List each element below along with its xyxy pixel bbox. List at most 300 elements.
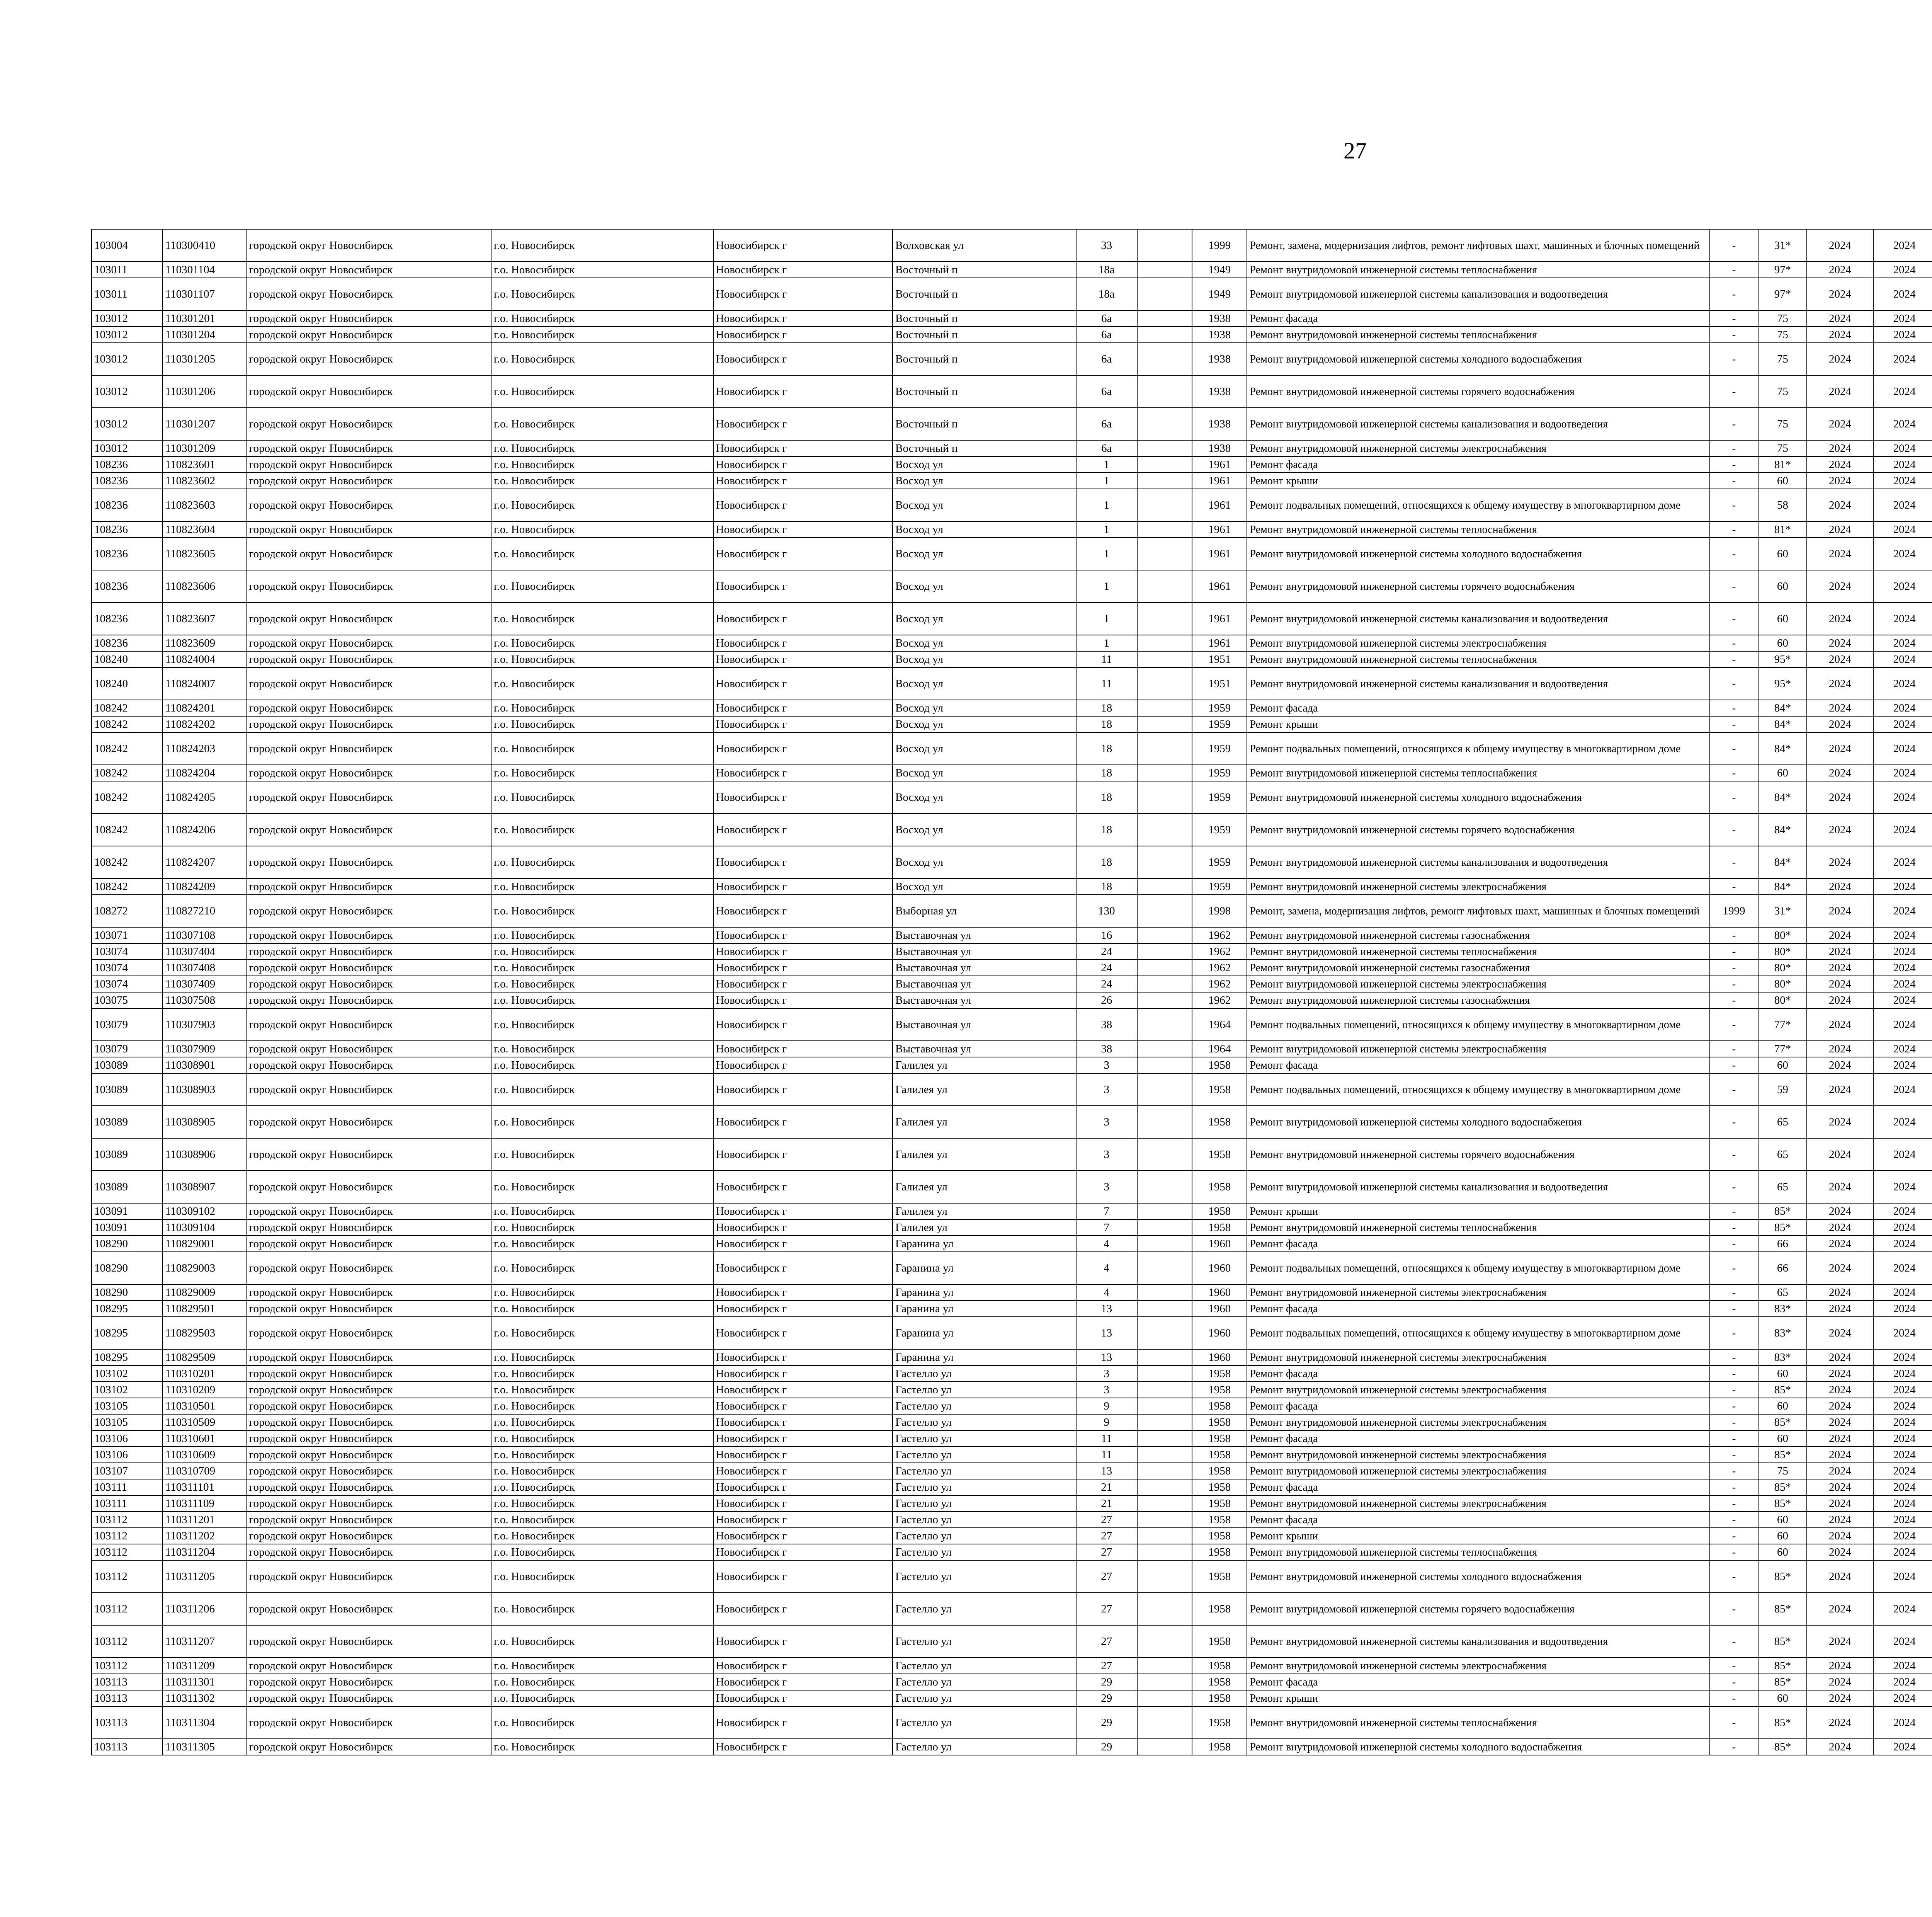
- cell-y2: 2024: [1873, 1317, 1932, 1349]
- cell-floors: 84*: [1758, 814, 1807, 846]
- cell-a: -: [1710, 262, 1759, 278]
- cell-settlement: г.о. Новосибирск: [491, 489, 713, 521]
- cell-settlement: г.о. Новосибирск: [491, 1430, 713, 1447]
- cell-house: 13: [1076, 1463, 1137, 1479]
- cell-work-id: 110307409: [163, 976, 247, 992]
- cell-street: Гастелло ул: [893, 1625, 1076, 1658]
- cell-built: 1958: [1192, 1430, 1247, 1447]
- cell-locality: Новосибирск г: [713, 440, 893, 456]
- cell-corpus: [1137, 1236, 1192, 1252]
- cell-y2: 2024: [1873, 343, 1932, 375]
- cell-street: Галилея ул: [893, 1106, 1076, 1138]
- cell-settlement: г.о. Новосибирск: [491, 440, 713, 456]
- cell-y2: 2024: [1873, 943, 1932, 960]
- cell-work: Ремонт внутридомовой инженерной системы электроснабжения: [1247, 635, 1709, 651]
- cell-settlement: г.о. Новосибирск: [491, 1658, 713, 1674]
- cell-street: Гастелло ул: [893, 1674, 1076, 1690]
- cell-okrug: городской округ Новосибирск: [246, 408, 491, 440]
- cell-locality: Новосибирск г: [713, 456, 893, 473]
- cell-house: 9: [1076, 1398, 1137, 1414]
- cell-y1: 2024: [1807, 732, 1873, 765]
- cell-street: Гастелло ул: [893, 1512, 1076, 1528]
- cell-settlement: г.о. Новосибирск: [491, 1349, 713, 1365]
- table-row: [92, 1203, 1932, 1219]
- cell-okrug: городской округ Новосибирск: [246, 1349, 491, 1365]
- cell-house-id: 103074: [92, 960, 163, 976]
- cell-a: -: [1710, 846, 1759, 878]
- table-row: [92, 1674, 1932, 1690]
- cell-street: Выставочная ул: [893, 943, 1076, 960]
- cell-street: Восточный п: [893, 440, 1076, 456]
- cell-street: Гаранина ул: [893, 1301, 1076, 1317]
- cell-work-id: 110824203: [163, 732, 247, 765]
- cell-house-id: 103112: [92, 1658, 163, 1674]
- cell-corpus: [1137, 651, 1192, 667]
- cell-work: Ремонт внутридомовой инженерной системы горячего водоснабжения: [1247, 1138, 1709, 1171]
- cell-work: Ремонт внутридомовой инженерной системы электроснабжения: [1247, 1349, 1709, 1365]
- cell-y1: 2024: [1807, 651, 1873, 667]
- cell-y2: 2024: [1873, 473, 1932, 489]
- cell-y1: 2024: [1807, 992, 1873, 1008]
- cell-y2: 2024: [1873, 229, 1932, 262]
- cell-okrug: городской округ Новосибирск: [246, 1041, 491, 1057]
- cell-corpus: [1137, 1219, 1192, 1236]
- cell-y2: 2024: [1873, 1658, 1932, 1674]
- cell-floors: 60: [1758, 765, 1807, 781]
- cell-y1: 2024: [1807, 1236, 1873, 1252]
- cell-floors: 84*: [1758, 781, 1807, 814]
- cell-street: Восточный п: [893, 310, 1076, 327]
- cell-a: -: [1710, 408, 1759, 440]
- cell-okrug: городской округ Новосибирск: [246, 1463, 491, 1479]
- cell-locality: Новосибирск г: [713, 667, 893, 700]
- cell-floors: 81*: [1758, 521, 1807, 538]
- cell-built: 1958: [1192, 1365, 1247, 1382]
- table-row: [92, 846, 1932, 878]
- cell-street: Гастелло ул: [893, 1463, 1076, 1479]
- cell-y2: 2024: [1873, 1171, 1932, 1203]
- cell-house-id: 108236: [92, 521, 163, 538]
- cell-okrug: городской округ Новосибирск: [246, 440, 491, 456]
- cell-a: -: [1710, 521, 1759, 538]
- cell-y2: 2024: [1873, 1236, 1932, 1252]
- cell-street: Гастелло ул: [893, 1593, 1076, 1625]
- cell-work: Ремонт внутридомовой инженерной системы газоснабжения: [1247, 992, 1709, 1008]
- cell-work: Ремонт подвальных помещений, относящихся к общему имуществу в многоквартирном доме: [1247, 732, 1709, 765]
- cell-work-id: 110307903: [163, 1008, 247, 1041]
- cell-built: 1958: [1192, 1739, 1247, 1755]
- cell-okrug: городской округ Новосибирск: [246, 700, 491, 716]
- cell-house: 26: [1076, 992, 1137, 1008]
- cell-floors: 75: [1758, 1463, 1807, 1479]
- cell-built: 1938: [1192, 310, 1247, 327]
- cell-street: Гастелло ул: [893, 1414, 1076, 1430]
- cell-locality: Новосибирск г: [713, 375, 893, 408]
- cell-house-id: 103011: [92, 262, 163, 278]
- cell-built: 1962: [1192, 992, 1247, 1008]
- cell-floors: 59: [1758, 1073, 1807, 1106]
- cell-corpus: [1137, 1008, 1192, 1041]
- cell-house-id: 103089: [92, 1057, 163, 1073]
- cell-street: Восход ул: [893, 667, 1076, 700]
- cell-y1: 2024: [1807, 521, 1873, 538]
- cell-work-id: 110310709: [163, 1463, 247, 1479]
- cell-built: 1958: [1192, 1528, 1247, 1544]
- cell-locality: Новосибирск г: [713, 1349, 893, 1365]
- cell-house: 18: [1076, 765, 1137, 781]
- cell-work: Ремонт фасада: [1247, 456, 1709, 473]
- cell-corpus: [1137, 1414, 1192, 1430]
- cell-built: 1958: [1192, 1479, 1247, 1495]
- cell-work: Ремонт внутридомовой инженерной системы теплоснабжения: [1247, 1706, 1709, 1739]
- cell-work: Ремонт крыши: [1247, 1203, 1709, 1219]
- cell-house: 1: [1076, 473, 1137, 489]
- cell-work: Ремонт внутридомовой инженерной системы газоснабжения: [1247, 927, 1709, 943]
- cell-y2: 2024: [1873, 1447, 1932, 1463]
- cell-y1: 2024: [1807, 1284, 1873, 1301]
- cell-corpus: [1137, 700, 1192, 716]
- cell-y2: 2024: [1873, 278, 1932, 310]
- cell-corpus: [1137, 1041, 1192, 1057]
- cell-y1: 2024: [1807, 1658, 1873, 1674]
- cell-built: 1960: [1192, 1252, 1247, 1284]
- cell-settlement: г.о. Новосибирск: [491, 1447, 713, 1463]
- cell-floors: 60: [1758, 473, 1807, 489]
- table-row: [92, 1284, 1932, 1301]
- cell-okrug: городской округ Новосибирск: [246, 1317, 491, 1349]
- cell-work-id: 110829501: [163, 1301, 247, 1317]
- cell-floors: 80*: [1758, 960, 1807, 976]
- cell-a: -: [1710, 310, 1759, 327]
- table-row: [92, 1382, 1932, 1398]
- cell-locality: Новосибирск г: [713, 895, 893, 927]
- cell-street: Галилея ул: [893, 1171, 1076, 1203]
- cell-floors: 97*: [1758, 262, 1807, 278]
- cell-y1: 2024: [1807, 1447, 1873, 1463]
- cell-y1: 2024: [1807, 343, 1873, 375]
- cell-settlement: г.о. Новосибирск: [491, 229, 713, 262]
- cell-work-id: 110311302: [163, 1690, 247, 1706]
- cell-house: 13: [1076, 1317, 1137, 1349]
- cell-house: 11: [1076, 651, 1137, 667]
- table-row: [92, 732, 1932, 765]
- cell-house-id: 108236: [92, 473, 163, 489]
- cell-locality: Новосибирск г: [713, 1430, 893, 1447]
- cell-house: 1: [1076, 603, 1137, 635]
- cell-a: -: [1710, 1706, 1759, 1739]
- cell-built: 1958: [1192, 1398, 1247, 1414]
- cell-house: 6а: [1076, 310, 1137, 327]
- cell-built: 1949: [1192, 278, 1247, 310]
- cell-settlement: г.о. Новосибирск: [491, 1512, 713, 1528]
- cell-corpus: [1137, 310, 1192, 327]
- cell-street: Галилея ул: [893, 1057, 1076, 1073]
- table-row: [92, 278, 1932, 310]
- cell-corpus: [1137, 521, 1192, 538]
- cell-corpus: [1137, 1430, 1192, 1447]
- cell-a: -: [1710, 1073, 1759, 1106]
- table-row: [92, 1171, 1932, 1203]
- cell-y1: 2024: [1807, 700, 1873, 716]
- cell-a: -: [1710, 976, 1759, 992]
- cell-settlement: г.о. Новосибирск: [491, 716, 713, 732]
- cell-floors: 80*: [1758, 927, 1807, 943]
- table-row: [92, 473, 1932, 489]
- cell-a: -: [1710, 1252, 1759, 1284]
- cell-locality: Новосибирск г: [713, 814, 893, 846]
- cell-corpus: [1137, 1057, 1192, 1073]
- cell-work: Ремонт внутридомовой инженерной системы горячего водоснабжения: [1247, 814, 1709, 846]
- cell-house-id: 103102: [92, 1365, 163, 1382]
- cell-corpus: [1137, 1138, 1192, 1171]
- cell-work: Ремонт внутридомовой инженерной системы горячего водоснабжения: [1247, 375, 1709, 408]
- cell-locality: Новосибирск г: [713, 700, 893, 716]
- cell-work: Ремонт внутридомовой инженерной системы теплоснабжения: [1247, 943, 1709, 960]
- cell-okrug: городской округ Новосибирск: [246, 375, 491, 408]
- cell-street: Восход ул: [893, 814, 1076, 846]
- cell-built: 1961: [1192, 570, 1247, 603]
- cell-okrug: городской округ Новосибирск: [246, 960, 491, 976]
- cell-street: Выставочная ул: [893, 992, 1076, 1008]
- cell-corpus: [1137, 375, 1192, 408]
- cell-work: Ремонт внутридомовой инженерной системы горячего водоснабжения: [1247, 570, 1709, 603]
- cell-street: Выставочная ул: [893, 960, 1076, 976]
- cell-y1: 2024: [1807, 375, 1873, 408]
- cell-corpus: [1137, 1560, 1192, 1593]
- cell-okrug: городской округ Новосибирск: [246, 1430, 491, 1447]
- cell-a: -: [1710, 1203, 1759, 1219]
- cell-corpus: [1137, 667, 1192, 700]
- cell-built: 1960: [1192, 1349, 1247, 1365]
- cell-y1: 2024: [1807, 538, 1873, 570]
- cell-settlement: г.о. Новосибирск: [491, 1495, 713, 1512]
- cell-locality: Новосибирск г: [713, 781, 893, 814]
- cell-corpus: [1137, 1106, 1192, 1138]
- cell-house-id: 108242: [92, 716, 163, 732]
- cell-corpus: [1137, 1544, 1192, 1560]
- cell-y2: 2024: [1873, 635, 1932, 651]
- cell-locality: Новосибирск г: [713, 1690, 893, 1706]
- cell-settlement: г.о. Новосибирск: [491, 992, 713, 1008]
- cell-house-id: 103012: [92, 375, 163, 408]
- table-row: [92, 1041, 1932, 1057]
- cell-work-id: 110311206: [163, 1593, 247, 1625]
- cell-work: Ремонт крыши: [1247, 473, 1709, 489]
- cell-built: 1959: [1192, 716, 1247, 732]
- cell-house-id: 103089: [92, 1073, 163, 1106]
- cell-okrug: городской округ Новосибирск: [246, 1739, 491, 1755]
- cell-settlement: г.о. Новосибирск: [491, 310, 713, 327]
- cell-locality: Новосибирск г: [713, 1706, 893, 1739]
- cell-work: Ремонт внутридомовой инженерной системы электроснабжения: [1247, 1284, 1709, 1301]
- table-row: [92, 1625, 1932, 1658]
- cell-y2: 2024: [1873, 1106, 1932, 1138]
- cell-work-id: 110308905: [163, 1106, 247, 1138]
- cell-house-id: 103079: [92, 1041, 163, 1057]
- cell-corpus: [1137, 570, 1192, 603]
- cell-y1: 2024: [1807, 1625, 1873, 1658]
- cell-settlement: г.о. Новосибирск: [491, 1479, 713, 1495]
- cell-house: 16: [1076, 927, 1137, 943]
- cell-house-id: 108290: [92, 1284, 163, 1301]
- cell-work-id: 110308901: [163, 1057, 247, 1073]
- cell-y2: 2024: [1873, 716, 1932, 732]
- cell-locality: Новосибирск г: [713, 846, 893, 878]
- cell-floors: 60: [1758, 1430, 1807, 1447]
- cell-street: Восточный п: [893, 327, 1076, 343]
- cell-house: 6а: [1076, 343, 1137, 375]
- cell-a: -: [1710, 1512, 1759, 1528]
- cell-house: 27: [1076, 1512, 1137, 1528]
- table-row: [92, 667, 1932, 700]
- cell-locality: Новосибирск г: [713, 992, 893, 1008]
- cell-locality: Новосибирск г: [713, 1382, 893, 1398]
- cell-street: Гастелло ул: [893, 1495, 1076, 1512]
- table-row: [92, 992, 1932, 1008]
- cell-corpus: [1137, 1284, 1192, 1301]
- cell-a: -: [1710, 781, 1759, 814]
- cell-a: -: [1710, 635, 1759, 651]
- cell-y2: 2024: [1873, 1690, 1932, 1706]
- cell-a: -: [1710, 327, 1759, 343]
- cell-a: -: [1710, 1495, 1759, 1512]
- cell-settlement: г.о. Новосибирск: [491, 635, 713, 651]
- cell-a: -: [1710, 1398, 1759, 1414]
- cell-built: 1962: [1192, 960, 1247, 976]
- cell-work-id: 110307404: [163, 943, 247, 960]
- cell-street: Восточный п: [893, 375, 1076, 408]
- cell-work-id: 110301206: [163, 375, 247, 408]
- cell-locality: Новосибирск г: [713, 1041, 893, 1057]
- cell-work: Ремонт внутридомовой инженерной системы электроснабжения: [1247, 440, 1709, 456]
- cell-house: 130: [1076, 895, 1137, 927]
- cell-y1: 2024: [1807, 765, 1873, 781]
- cell-floors: 85*: [1758, 1560, 1807, 1593]
- cell-street: Восточный п: [893, 408, 1076, 440]
- cell-built: 1960: [1192, 1236, 1247, 1252]
- table-row: [92, 570, 1932, 603]
- cell-y2: 2024: [1873, 1382, 1932, 1398]
- cell-settlement: г.о. Новосибирск: [491, 667, 713, 700]
- cell-a: -: [1710, 229, 1759, 262]
- cell-y2: 2024: [1873, 408, 1932, 440]
- cell-locality: Новосибирск г: [713, 1057, 893, 1073]
- cell-work-id: 110307108: [163, 927, 247, 943]
- cell-house-id: 103012: [92, 327, 163, 343]
- cell-settlement: г.о. Новосибирск: [491, 1236, 713, 1252]
- cell-settlement: г.о. Новосибирск: [491, 262, 713, 278]
- cell-work-id: 110311209: [163, 1658, 247, 1674]
- cell-built: 1938: [1192, 440, 1247, 456]
- cell-a: -: [1710, 1658, 1759, 1674]
- cell-settlement: г.о. Новосибирск: [491, 732, 713, 765]
- cell-settlement: г.о. Новосибирск: [491, 1171, 713, 1203]
- cell-work-id: 110301107: [163, 278, 247, 310]
- cell-house: 3: [1076, 1382, 1137, 1398]
- cell-built: 1964: [1192, 1008, 1247, 1041]
- cell-floors: 85*: [1758, 1203, 1807, 1219]
- cell-okrug: городской округ Новосибирск: [246, 343, 491, 375]
- cell-floors: 84*: [1758, 700, 1807, 716]
- cell-street: Выборная ул: [893, 895, 1076, 927]
- cell-house-id: 103106: [92, 1447, 163, 1463]
- cell-work-id: 110823606: [163, 570, 247, 603]
- cell-y1: 2024: [1807, 440, 1873, 456]
- cell-house-id: 103112: [92, 1560, 163, 1593]
- cell-floors: 85*: [1758, 1495, 1807, 1512]
- cell-work: Ремонт, замена, модернизация лифтов, ремонт лифтовых шахт, машинных и блочных помещений: [1247, 229, 1709, 262]
- cell-a: -: [1710, 700, 1759, 716]
- cell-house-id: 103091: [92, 1203, 163, 1219]
- table-row: [92, 1073, 1932, 1106]
- cell-okrug: городской округ Новосибирск: [246, 1414, 491, 1430]
- cell-house: 6а: [1076, 408, 1137, 440]
- cell-house-id: 108236: [92, 489, 163, 521]
- cell-house-id: 108242: [92, 781, 163, 814]
- cell-okrug: городской округ Новосибирск: [246, 814, 491, 846]
- cell-corpus: [1137, 781, 1192, 814]
- cell-y2: 2024: [1873, 976, 1932, 992]
- cell-built: 1958: [1192, 1219, 1247, 1236]
- cell-y2: 2024: [1873, 521, 1932, 538]
- cell-locality: Новосибирск г: [713, 1398, 893, 1414]
- cell-y2: 2024: [1873, 375, 1932, 408]
- cell-corpus: [1137, 814, 1192, 846]
- cell-corpus: [1137, 1479, 1192, 1495]
- cell-work: Ремонт фасада: [1247, 1398, 1709, 1414]
- cell-work: Ремонт фасада: [1247, 1365, 1709, 1382]
- table-row: [92, 1138, 1932, 1171]
- cell-corpus: [1137, 1625, 1192, 1658]
- cell-house: 29: [1076, 1690, 1137, 1706]
- cell-street: Гаранина ул: [893, 1252, 1076, 1284]
- cell-okrug: городской округ Новосибирск: [246, 1560, 491, 1593]
- cell-work-id: 110307508: [163, 992, 247, 1008]
- cell-corpus: [1137, 732, 1192, 765]
- cell-floors: 60: [1758, 1365, 1807, 1382]
- cell-floors: 83*: [1758, 1349, 1807, 1365]
- cell-y2: 2024: [1873, 1349, 1932, 1365]
- cell-work-id: 110301207: [163, 408, 247, 440]
- cell-locality: Новосибирск г: [713, 603, 893, 635]
- cell-y2: 2024: [1873, 667, 1932, 700]
- cell-a: -: [1710, 1382, 1759, 1398]
- cell-locality: Новосибирск г: [713, 262, 893, 278]
- page-number: 27: [1344, 138, 1367, 163]
- cell-house: 18: [1076, 814, 1137, 846]
- cell-y2: 2024: [1873, 1479, 1932, 1495]
- cell-street: Гастелло ул: [893, 1528, 1076, 1544]
- cell-locality: Новосибирск г: [713, 1593, 893, 1625]
- cell-settlement: г.о. Новосибирск: [491, 327, 713, 343]
- cell-y2: 2024: [1873, 327, 1932, 343]
- cell-locality: Новосибирск г: [713, 1203, 893, 1219]
- cell-y1: 2024: [1807, 1706, 1873, 1739]
- cell-settlement: г.о. Новосибирск: [491, 1008, 713, 1041]
- cell-y1: 2024: [1807, 635, 1873, 651]
- cell-built: 1960: [1192, 1317, 1247, 1349]
- cell-okrug: городской округ Новосибирск: [246, 1528, 491, 1544]
- cell-corpus: [1137, 1171, 1192, 1203]
- cell-y1: 2024: [1807, 1544, 1873, 1560]
- cell-settlement: г.о. Новосибирск: [491, 1138, 713, 1171]
- cell-work: Ремонт внутридомовой инженерной системы теплоснабжения: [1247, 765, 1709, 781]
- cell-corpus: [1137, 1301, 1192, 1317]
- cell-locality: Новосибирск г: [713, 1414, 893, 1430]
- cell-work-id: 110311109: [163, 1495, 247, 1512]
- cell-locality: Новосибирск г: [713, 1106, 893, 1138]
- cell-a: -: [1710, 765, 1759, 781]
